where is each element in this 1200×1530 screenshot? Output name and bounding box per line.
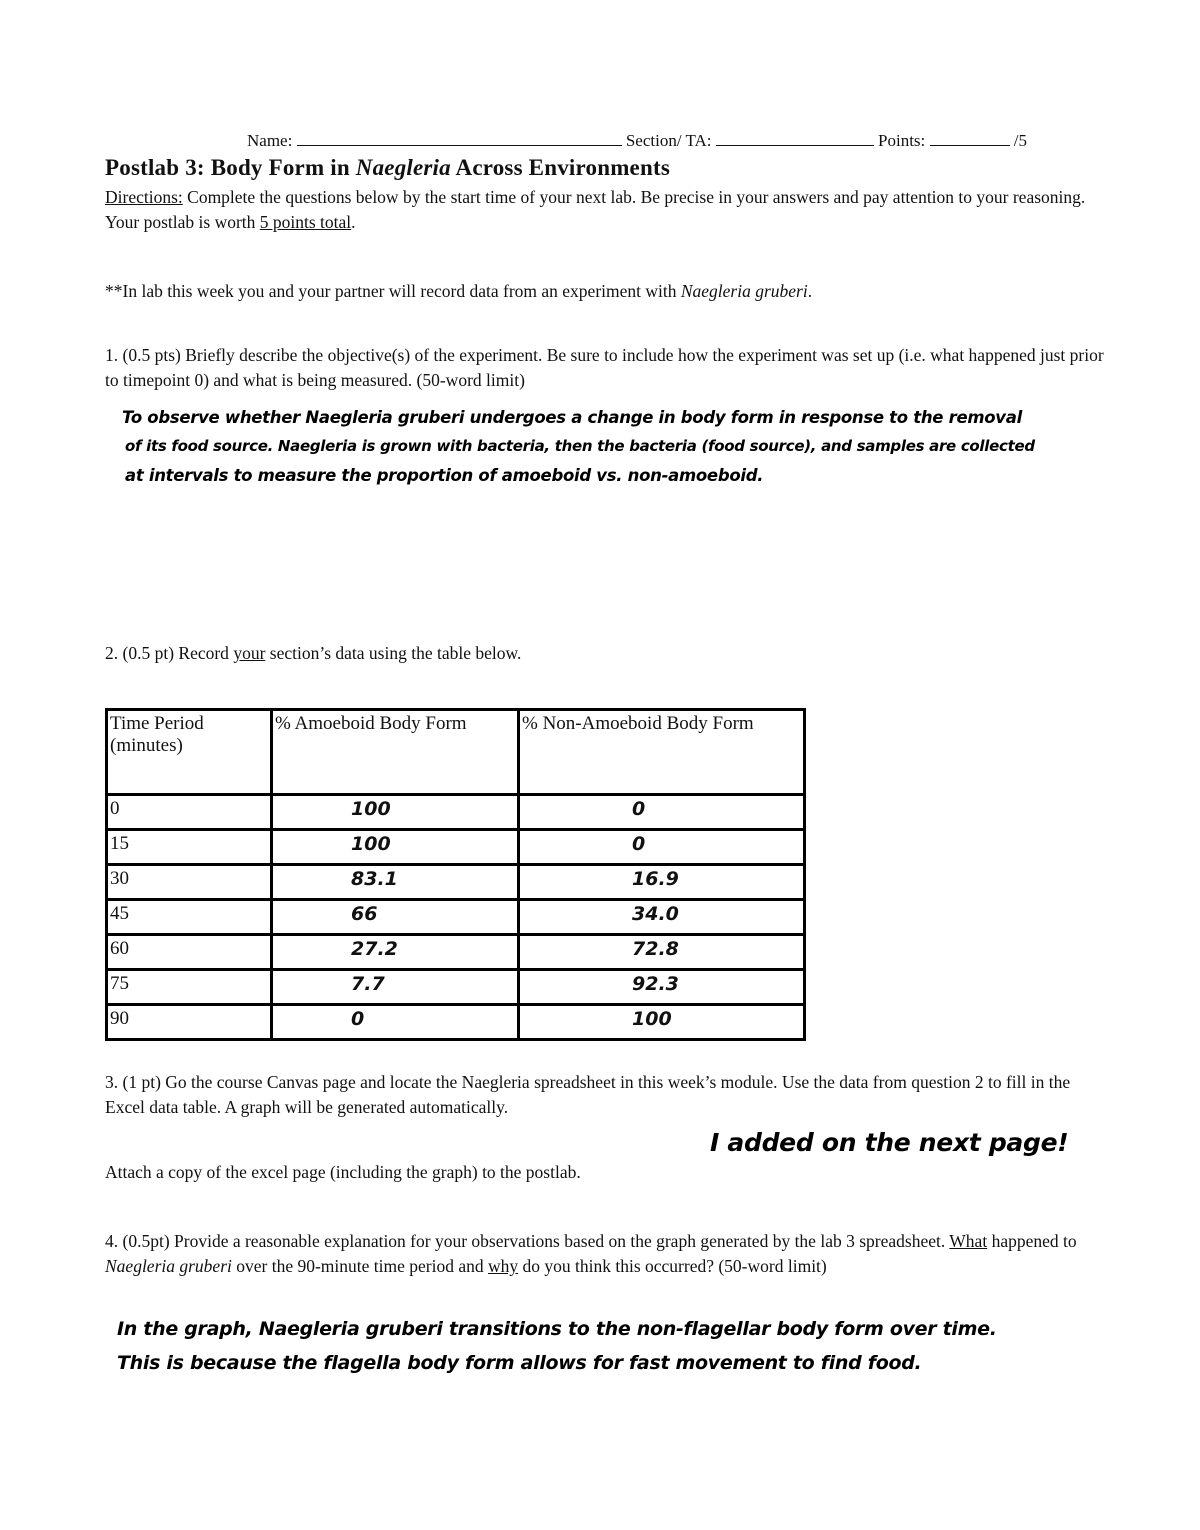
data-table [105,708,806,1041]
q3-attach-instruction: Attach a copy of the excel page (including the graph) to the postlab. [105,1162,581,1182]
cell-time: 0 [107,795,272,830]
question-2-prompt [105,641,1105,666]
section-blank[interactable] [716,131,874,146]
table-row [107,970,805,1005]
cell-non-amoeboid[interactable]: 0 [519,795,805,830]
cell-amoeboid[interactable]: 27.2 [272,935,519,970]
header-line [247,131,1027,151]
directions [105,185,1105,235]
q4-answer-line-2: This is because the flagella body form allows for fast movement to find food. [117,1352,922,1374]
q4-suffix: do you think this occurred? (50-word limit) [518,1256,827,1276]
directions-end: . [351,212,356,232]
cell-amoeboid[interactable]: 7.7 [272,970,519,1005]
cell-time: 30 [107,865,272,900]
table-row [107,830,805,865]
section-label: Section/ TA: [625,131,712,150]
intro-organism: Naegleria gruberi [680,281,808,301]
q2-prefix: 2. (0.5 pt) Record [105,643,234,663]
header-time-period: Time Period (minutes) [107,710,272,795]
cell-time: 45 [107,900,272,935]
intro-text [105,279,1105,304]
q3-handwritten-note: I added on the next page! [710,1128,1069,1157]
q4-organism: Naegleria gruberi [105,1256,232,1276]
table-row [107,865,805,900]
intro-prefix: **In lab this week you and your partner will record data from an experiment with [105,281,681,301]
table-row [107,795,805,830]
points-blank[interactable] [930,131,1010,146]
cell-non-amoeboid[interactable]: 100 [519,1005,805,1040]
cell-non-amoeboid[interactable]: 92.3 [519,970,805,1005]
table-header-row [107,710,805,795]
directions-label: Directions: [105,187,183,207]
intro-suffix: . [807,281,813,301]
points-label: Points: [878,131,926,150]
directions-emphasis: 5 points total [259,212,352,232]
header-non-amoeboid: % Non-Amoeboid Body Form [519,710,805,795]
table-row [107,935,805,970]
page-title [105,155,670,181]
cell-time: 60 [107,935,272,970]
cell-non-amoeboid[interactable]: 16.9 [519,865,805,900]
name-blank[interactable] [297,131,622,146]
cell-time: 90 [107,1005,272,1040]
title-prefix: Postlab 3: Body Form in [105,155,356,180]
title-organism: Naegleria [355,155,451,180]
question-3-prompt: 3. (1 pt) Go the course Canvas page and locate the Naegleria spreadsheet in this week’s module. Use the data from question 2 to fill in the Excel data table. A graph will be generated automatically. [105,1072,1071,1117]
q4-prefix: 4. (0.5pt) Provide a reasonable explanation for your observations based on the graph generated by the lab 3 spreadsheet. [105,1231,950,1251]
name-label: Name: [247,131,293,150]
directions-text: Complete the questions below by the start time of your next lab. Be precise in your answers and pay attention to your reasoning. Your postlab is worth [105,187,1086,232]
cell-amoeboid[interactable]: 100 [272,830,519,865]
cell-time: 75 [107,970,272,1005]
question-4-prompt [105,1229,1105,1279]
question-1-prompt: 1. (0.5 pts) Briefly describe the objective(s) of the experiment. Be sure to include how the experiment was set up (i.e. what happened just prior to timepoint 0) and what is being measured. (50-word limit) [105,345,1104,390]
q1-answer-line-1: To observe whether Naegleria gruberi undergoes a change in body form in response to the removal [122,408,1022,427]
cell-non-amoeboid[interactable]: 72.8 [519,935,805,970]
q1-answer-line-3: at intervals to measure the proportion of amoeboid vs. non-amoeboid. [125,466,764,485]
cell-amoeboid[interactable]: 83.1 [272,865,519,900]
points-total: /5 [1013,131,1027,150]
q2-emphasis: your [233,643,266,663]
table-row [107,1005,805,1040]
q4-what: What [949,1231,988,1251]
cell-non-amoeboid[interactable]: 34.0 [519,900,805,935]
table-row [107,900,805,935]
cell-amoeboid[interactable]: 0 [272,1005,519,1040]
cell-time: 15 [107,830,272,865]
q2-suffix: section’s data using the table below. [265,643,522,663]
q1-answer-line-2: of its food source. Naegleria is grown with bacteria, then the bacteria (food source), and samples are collected [125,437,1035,455]
q4-mid2: over the 90-minute time period and [231,1256,488,1276]
title-suffix: Across Environments [450,155,670,180]
cell-non-amoeboid[interactable]: 0 [519,830,805,865]
cell-amoeboid[interactable]: 66 [272,900,519,935]
q4-mid1: happened to [987,1231,1077,1251]
q4-why: why [487,1256,519,1276]
header-amoeboid: % Amoeboid Body Form [272,710,519,795]
q4-answer-line-1: In the graph, Naegleria gruberi transitions to the non-flagellar body form over time. [117,1318,997,1340]
cell-amoeboid[interactable]: 100 [272,795,519,830]
